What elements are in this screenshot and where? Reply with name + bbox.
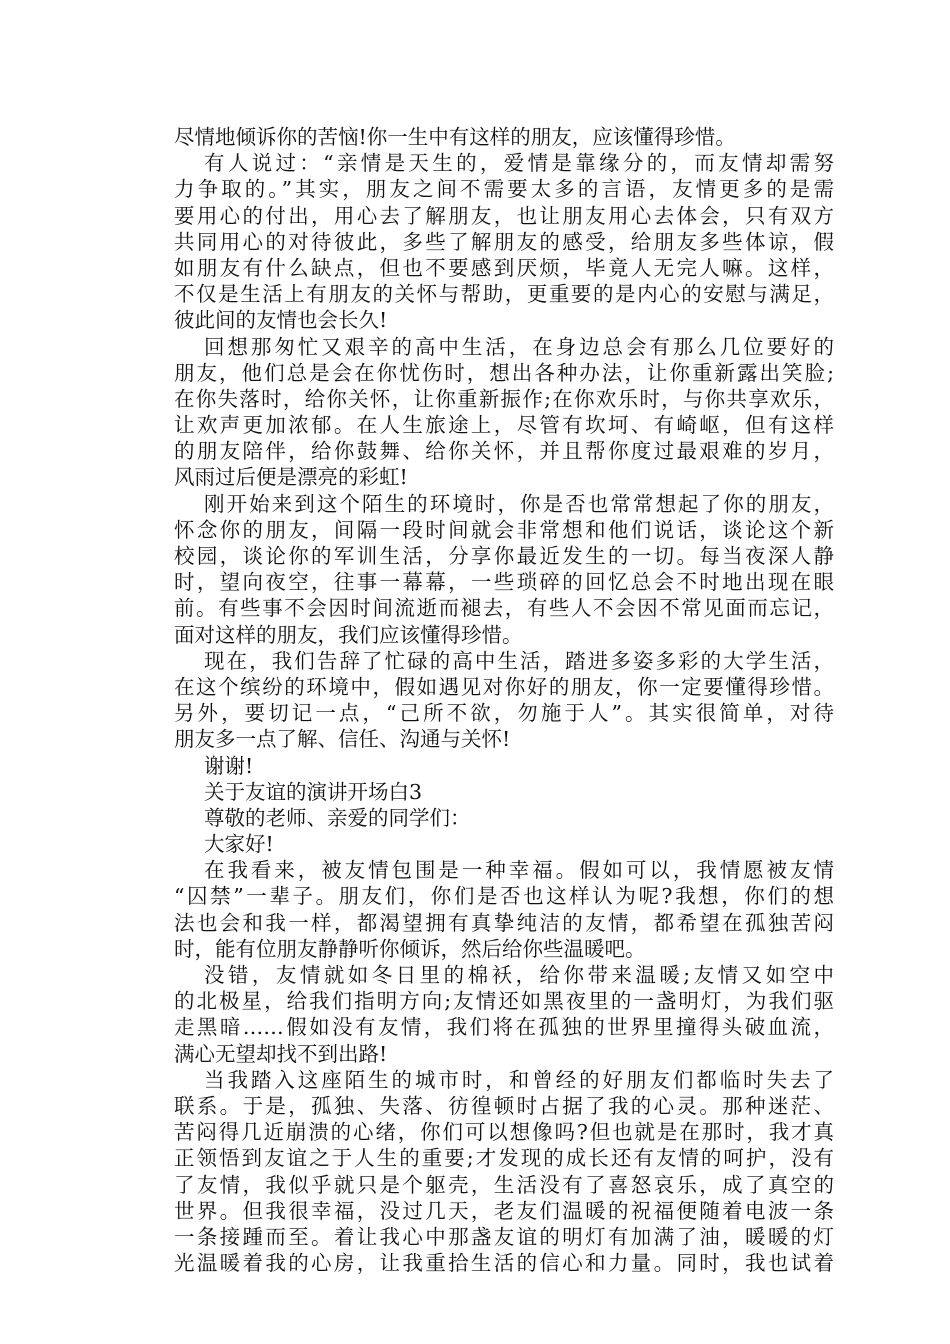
- text-line: 风雨过后便是漂亮的彩虹!: [174, 465, 408, 490]
- text-line: 尊敬的老师、亲爱的同学们：: [204, 805, 471, 830]
- text-line: 让欢声更加浓郁。在人生旅途上，尽管有坎坷、有崎岖，但有这样: [174, 413, 834, 438]
- text-line: 一条接踵而至。着让我心中那盏友谊的明灯有加满了油，暖暖的灯: [174, 1224, 834, 1249]
- text-line: 力争取的。”其实，朋友之间不需要太多的言语，友情更多的是需: [174, 177, 834, 202]
- text-line: 回想那匆忙又艰辛的高中生活，在身边总会有那么几位要好的: [204, 334, 834, 359]
- text-line: 朋友，他们总是会在你忧伤时，想出各种办法，让你重新露出笑脸;: [174, 360, 834, 385]
- text-line: 没错，友情就如冬日里的棉袄，给你带来温暖;友情又如空中: [204, 963, 834, 987]
- text-line: 如朋友有什么缺点，但也不要感到厌烦，毕竟人无完人嘛。这样，: [174, 255, 834, 280]
- text-line: 世界。但我很幸福，没过几天，老友们温暖的祝福便随着电波一条: [174, 1198, 834, 1223]
- text-line: 尽情地倾诉你的苦恼!你一生中有这样的朋友，应该懂得珍惜。: [174, 125, 736, 149]
- text-line: 苦闷得几近崩溃的心绪，你们可以想像吗?但也就是在那时，我才真: [174, 1120, 834, 1145]
- text-line: 在你失落时，给你关怀，让你重新振作;在你欢乐时，与你共享欢乐，: [174, 386, 834, 411]
- text-line: 怀念你的朋友，间隔一段时间就会非常想和他们说话，谈论这个新: [174, 517, 834, 542]
- text-line: 现在，我们告辞了忙碌的高中生活，踏进多姿多彩的大学生活，: [204, 648, 834, 673]
- text-line: 面对这样的朋友，我们应该懂得珍惜。: [174, 622, 523, 647]
- text-line: 校园，谈论你的军训生活，分享你最近发生的一切。每当夜深人静: [174, 544, 834, 568]
- text-line: 要用心的付出，用心去了解朋友，也让朋友用心去体会，只有双方: [174, 203, 834, 228]
- text-line: “囚禁”一辈子。朋友们，你们是否也这样认为呢?我想，你们的想: [174, 884, 834, 909]
- text-line: 正领悟到友谊之于人生的重要;才发现的成长还有友情的呵护，没有: [174, 1146, 834, 1171]
- text-line: 了友情，我似乎就只是个躯壳，生活没有了喜怒哀乐，成了真空的: [174, 1172, 834, 1197]
- text-line: 不仅是生活上有朋友的关怀与帮助，更重要的是内心的安慰与满足，: [174, 282, 834, 307]
- text-line: 法也会和我一样，都渴望拥有真挚纯洁的友情，都希望在孤独苦闷: [174, 910, 834, 935]
- text-line: 时，能有位朋友静静听你倾诉，然后给你些温暖吧。: [174, 936, 646, 961]
- text-line: 时，望向夜空，往事一幕幕，一些琐碎的回忆总会不时地出现在眼: [174, 570, 834, 595]
- text-line: 谢谢!: [204, 753, 254, 778]
- text-line: 彼此间的友情也会长久!: [174, 308, 388, 333]
- text-line: 刚开始来到这个陌生的环境时，你是否也常常想起了你的朋友，: [204, 491, 834, 516]
- text-line: 的朋友陪伴，给你鼓舞、给你关怀，并且帮你度过最艰难的岁月，: [174, 439, 834, 464]
- text-line: 朋友多一点了解、信任、沟通与关怀!: [174, 727, 511, 752]
- text-line: 在这个缤纷的环境中，假如遇见对你好的朋友，你一定要懂得珍惜。: [174, 674, 834, 699]
- text-line: 大家好!: [204, 832, 274, 857]
- text-line: 前。有些事不会因时间流逝而褪去，有些人不会因不常见面而忘记，: [174, 596, 834, 621]
- text-line: 共同用心的对待彼此，多些了解朋友的感受，给朋友多些体谅，假: [174, 229, 834, 254]
- text-line: 当我踏入这座陌生的城市时，和曾经的好朋友们都临时失去了: [204, 1067, 834, 1092]
- text-line: 有人说过：“亲情是天生的，爱情是靠缘分的，而友情却需努: [204, 151, 834, 176]
- text-line: 的北极星，给我们指明方向;友情还如黑夜里的一盏明灯，为我们驱: [174, 989, 834, 1014]
- text-line: 联系。于是，孤独、失落、彷徨顿时占据了我的心灵。那种迷茫、: [174, 1093, 834, 1118]
- text-line: 光温暖着我的心房，让我重拾生活的信心和力量。同时，我也试着: [174, 1251, 834, 1276]
- document-page: [174, 124, 834, 1276]
- text-line: 走黑暗……假如没有友情，我们将在孤独的世界里撞得头破血流，: [174, 1015, 834, 1040]
- text-line: 在我看来，被友情包围是一种幸福。假如可以，我情愿被友情: [204, 858, 834, 883]
- text-line: 满心无望却找不到出路!: [174, 1041, 388, 1066]
- text-line: 关于友谊的演讲开场白3: [204, 779, 423, 804]
- text-line: 另外，要切记一点，“己所不欲，勿施于人”。其实很简单，对待: [174, 701, 834, 726]
